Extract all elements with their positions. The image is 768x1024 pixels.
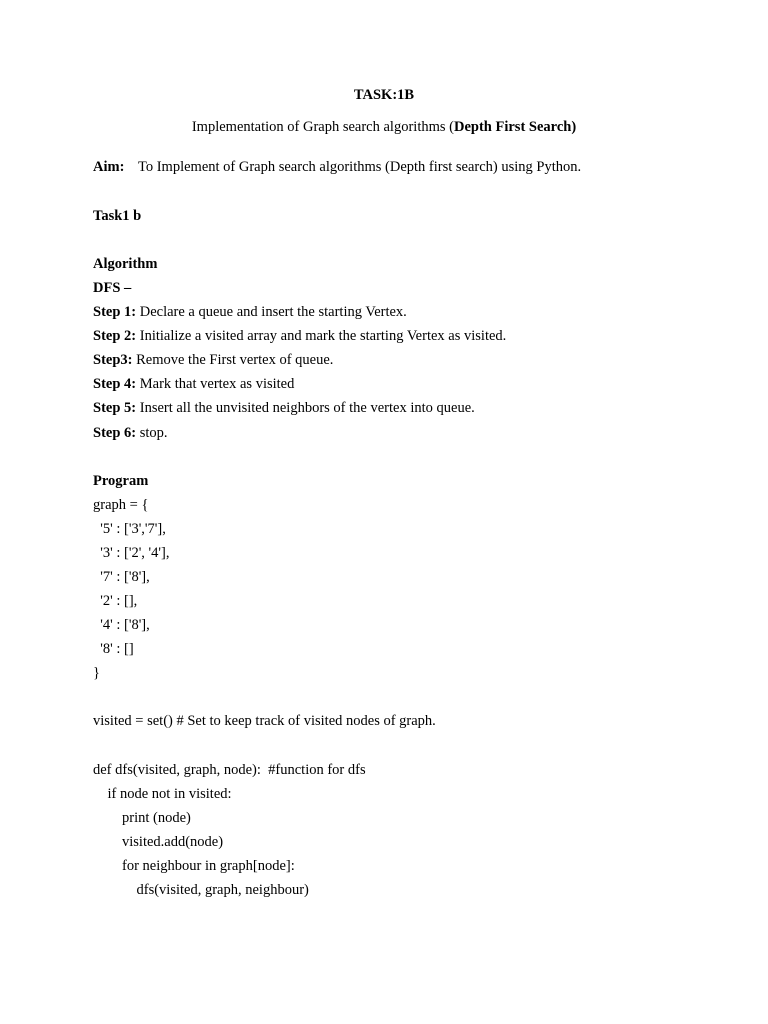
code-line: dfs(visited, graph, neighbour) (93, 882, 309, 898)
code-line: print (node) (93, 810, 191, 826)
code-line: def dfs(visited, graph, node): #function for dfs (93, 762, 366, 778)
code-line: if node not in visited: (93, 786, 232, 802)
document-title: TASK:1B (353, 87, 415, 103)
algorithm-step (93, 399, 475, 417)
step-label: Step 2: (93, 328, 137, 344)
code-line: } (93, 665, 100, 681)
step-label: Step 4: (93, 376, 137, 392)
code-line: '5' : ['3','7'], (93, 521, 166, 537)
code-line: for neighbour in graph[node]: (93, 858, 295, 874)
algorithm-heading: Algorithm (93, 256, 158, 272)
code-line: visited = set() # Set to keep track of visited nodes of graph. (93, 713, 436, 729)
algorithm-subheading: DFS – (93, 280, 132, 296)
algorithm-step (93, 375, 294, 393)
step-text: Declare a queue and insert the starting Vertex. (136, 304, 407, 320)
step-text: Insert all the unvisited neighbors of the vertex into queue. (136, 400, 475, 416)
aim-label: Aim: (93, 159, 125, 175)
step-label: Step 5: (93, 400, 137, 416)
program-heading: Program (93, 473, 149, 489)
code-line: visited.add(node) (93, 834, 224, 850)
step-label: Step3: (93, 352, 133, 368)
code-line: '8' : [] (93, 641, 134, 657)
code-line: '2' : [], (93, 593, 138, 609)
code-line: '7' : ['8'], (93, 569, 150, 585)
step-label: Step 1: (93, 304, 137, 320)
step-text: Remove the First vertex of queue. (132, 352, 334, 368)
algorithm-step (93, 424, 168, 442)
subtitle-bold: Depth First Search) (453, 119, 577, 135)
subtitle-plain: Implementation of Graph search algorithms ( (191, 119, 454, 135)
algorithm-step (93, 351, 333, 369)
task-heading: Task1 b (93, 208, 142, 224)
algorithm-step (93, 303, 407, 321)
aim-text: To Implement of Graph search algorithms (Depth first search) using Python. (138, 159, 582, 175)
document-subtitle (0, 118, 768, 136)
step-text: Mark that vertex as visited (136, 376, 295, 392)
algorithm-step (93, 327, 506, 345)
code-line: graph = { (93, 497, 149, 513)
step-text: stop. (136, 425, 168, 441)
step-text: Initialize a visited array and mark the starting Vertex as visited. (136, 328, 507, 344)
code-line: '3' : ['2', '4'], (93, 545, 170, 561)
code-line: '4' : ['8'], (93, 617, 150, 633)
step-label: Step 6: (93, 425, 137, 441)
